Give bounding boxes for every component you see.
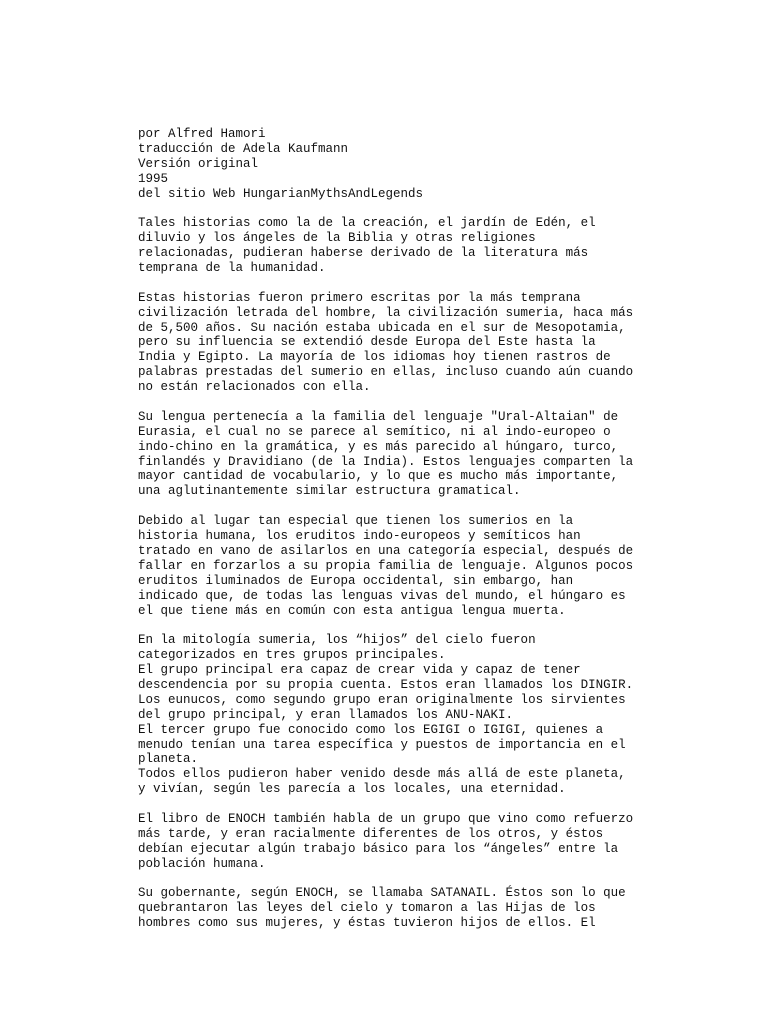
paragraph-gap	[138, 499, 738, 514]
text-line: planeta.	[138, 752, 199, 767]
text-line: categorizados en tres grupos principales.	[138, 648, 446, 663]
translator-line: traducción de Adela Kaufmann	[138, 141, 349, 156]
paragraph-4	[138, 514, 738, 618]
text-line: no están relacionados con ella.	[138, 380, 371, 395]
text-line: Estas historias fueron primero escritas por la más temprana	[138, 290, 581, 305]
text-line: hombres como sus mujeres, y éstas tuvieron hijos de ellos. El	[138, 916, 596, 931]
paragraph-6	[138, 812, 738, 872]
text-line: diluvio y los ángeles de la Biblia y otras religiones	[138, 231, 536, 246]
paragraph-gap	[138, 872, 738, 887]
text-line: y vivían, según les parecía a los locales, una eternidad.	[138, 782, 566, 797]
text-line: pero su influencia se extendió desde Europa del Este hasta la	[138, 335, 596, 350]
paragraph-gap	[138, 797, 738, 812]
text-line: eruditos iluminados de Europa occidental, sin embargo, han	[138, 573, 574, 588]
text-line: una aglutinantemente similar estructura gramatical.	[138, 484, 521, 499]
version-line: Versión original	[138, 156, 259, 171]
text-line: Su gobernante, según ENOCH, se llamaba SATANAIL. Éstos son lo que	[138, 886, 626, 901]
text-line: historia humana, los eruditos indo-europeos y semíticos han	[138, 529, 581, 544]
text-line: descendencia por su propia cuenta. Estos eran llamados los DINGIR.	[138, 677, 634, 692]
text-line: el que tiene más en común con esta antigua lengua muerta.	[138, 603, 566, 618]
text-line: más tarde, y eran racialmente diferentes de los otros, y éstos	[138, 826, 604, 841]
author-line: por Alfred Hamori	[138, 127, 266, 141]
text-line: del grupo principal, y eran llamados los ANU-NAKI.	[138, 707, 514, 722]
text-line: población humana.	[138, 856, 266, 871]
paragraph-7	[138, 886, 738, 931]
text-line: Los eunucos, como segundo grupo eran originalmente los sirvientes	[138, 692, 626, 707]
text-line: quebrantaron las leyes del cielo y tomaron a las Hijas de los	[138, 901, 596, 916]
text-line: relacionadas, pudieran haberse derivado de la literatura más	[138, 246, 589, 261]
text-line: de 5,500 años. Su nación estaba ubicada en el sur de Mesopotamia,	[138, 320, 626, 335]
paragraph-gap	[138, 618, 738, 633]
text-line: El grupo principal era capaz de crear vida y capaz de tener	[138, 663, 581, 678]
paragraph-3	[138, 410, 738, 499]
paragraph-gap	[138, 276, 738, 291]
text-line: Su lengua pertenecía a la familia del lenguaje "Ural-Altaian" de	[138, 409, 619, 424]
text-line: finlandés y Dravidiano (de la India). Estos lenguajes comparten la	[138, 454, 634, 469]
paragraph-5	[138, 633, 738, 797]
text-line: El tercer grupo fue conocido como los EGIGI o IGIGI, quienes a	[138, 722, 604, 737]
source-line: del sitio Web HungarianMythsAndLegends	[138, 186, 424, 201]
document-header	[138, 127, 738, 201]
text-line: mayor cantidad de vocabulario, y lo que es mucho más importante,	[138, 469, 619, 484]
text-line: indicado que, de todas las lenguas vivas del mundo, el húngaro es	[138, 588, 626, 603]
document-page	[138, 127, 738, 931]
text-line: palabras prestadas del sumerio en ellas, incluso cuando aún cuando	[138, 365, 634, 380]
text-line: indo-chino en la gramática, y es más parecido al húngaro, turco,	[138, 439, 619, 454]
text-line: civilización letrada del hombre, la civilización sumeria, haca más	[138, 305, 634, 320]
text-line: fallar en forzarlos a su propia familia de lenguaje. Algunos pocos	[138, 558, 634, 573]
paragraph-gap	[138, 395, 738, 410]
text-line: menudo tenían una tarea específica y puestos de importancia en el	[138, 737, 626, 752]
year-line: 1995	[138, 171, 169, 186]
paragraph-2	[138, 291, 738, 395]
paragraph-1	[138, 216, 738, 276]
text-line: En la mitología sumeria, los “hijos” del cielo fueron	[138, 633, 536, 648]
text-line: Debido al lugar tan especial que tienen los sumerios en la	[138, 514, 574, 529]
text-line: tratado en vano de asilarlos en una categoría especial, después de	[138, 543, 634, 558]
text-line: Todos ellos pudieron haber venido desde más allá de este planeta,	[138, 767, 626, 782]
text-line: India y Egipto. La mayoría de los idiomas hoy tienen rastros de	[138, 350, 611, 365]
paragraph-gap	[138, 201, 738, 216]
text-line: debían ejecutar algún trabajo básico para los “ángeles” entre la	[138, 841, 619, 856]
text-line: El libro de ENOCH también habla de un grupo que vino como refuerzo	[138, 811, 634, 826]
text-line: Eurasia, el cual no se parece al semítico, ni al indo-europeo o	[138, 424, 611, 439]
text-line: temprana de la humanidad.	[138, 261, 326, 276]
text-line: Tales historias como la de la creación, el jardín de Edén, el	[138, 216, 596, 231]
